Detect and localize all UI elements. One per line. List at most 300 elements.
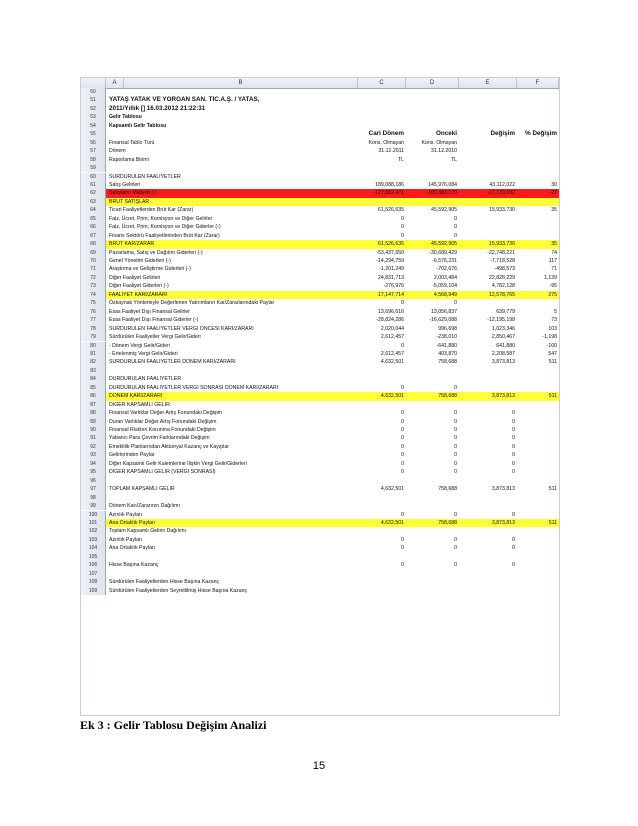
cell-f (517, 88, 559, 96)
cell-f (517, 544, 559, 552)
sheet-row (81, 502, 559, 510)
cell-e (459, 164, 517, 172)
cell-b: Özkaynak Yöntemiyle Değerlenen Yatırımların Kar/Zararlarındaki Paylar (109, 300, 275, 307)
cell-e (459, 122, 517, 130)
cell-d: -6,576,231 (432, 258, 457, 264)
cell-f (517, 375, 559, 383)
cell-d: 403,870 (438, 350, 457, 357)
cell-d: 0 (454, 224, 457, 231)
cell-b: 2011/Yıllık [] 16.03.2012 21:22:31 (109, 104, 206, 112)
cell-b: Faiz, Ücret, Prim, Komisyon ve Diğer Giderler (-) (109, 224, 221, 231)
cell-d (406, 494, 459, 502)
cell-e: 0 (512, 536, 515, 543)
cell-f (517, 451, 559, 459)
cell-e (459, 113, 517, 121)
sheet-row (81, 316, 559, 324)
row-number: 76 (81, 308, 106, 316)
cell-e: 15,933,730 (489, 241, 515, 248)
sheet-row (81, 434, 559, 442)
cell-c (358, 164, 406, 172)
cell-d (406, 164, 459, 172)
row-number: 89 (81, 418, 106, 426)
cell-f (517, 536, 559, 544)
cell-f: 511 (548, 519, 557, 526)
sheet-row (81, 333, 559, 341)
row-number: 58 (81, 156, 106, 164)
sheet-row (81, 282, 559, 290)
cell-c: 24,831,713 (378, 274, 404, 281)
cell-f: 117 (548, 258, 557, 264)
cell-e: 2,850,467 (491, 334, 515, 341)
cell-c: 0 (401, 469, 404, 476)
cell-f (517, 578, 559, 586)
cell-d (406, 198, 459, 206)
cell-e: -7,718,528 (490, 258, 515, 264)
cell-c (358, 527, 406, 535)
cell-e: -27,179,292 (487, 190, 515, 197)
cell-c: 2,612,457 (380, 350, 404, 357)
cell-b: Ana Ortaklık Payları (109, 519, 156, 526)
cell-e: 0 (512, 410, 515, 417)
cell-f (517, 299, 559, 307)
cell-e: 0 (512, 545, 515, 552)
cell-f: -95 (549, 283, 557, 290)
cell-d (406, 527, 459, 535)
cell-b: SURDURULEN FAALIYETLER DONEM KARI/ZARARI (109, 359, 236, 366)
cell-e (459, 477, 517, 485)
cell-c: 4,632,501 (380, 359, 404, 366)
cell-f: 547 (548, 350, 557, 357)
cell-b: Finansal Varlıklar Değer Artış Fonundaki Değişim (109, 410, 222, 417)
cell-b: DIGER KAPSAMLI GELIR: (109, 401, 172, 408)
sheet-row (81, 215, 559, 223)
cell-c: 13,696,616 (378, 308, 404, 315)
sheet-row (81, 240, 559, 248)
row-number: 78 (81, 325, 106, 333)
row-number: 93 (81, 451, 106, 459)
cell-c: 0 (401, 452, 404, 459)
cell-b: BRUT KAR/ZARAR (109, 241, 155, 248)
sheet-row (81, 519, 559, 527)
cell-b: FAALIYET KARI/ZARARI (109, 291, 168, 298)
row-number: 56 (81, 139, 106, 147)
cell-b (106, 570, 358, 578)
cell-d: -16,629,088 (429, 317, 457, 324)
cell-d (406, 553, 459, 561)
cell-f (517, 553, 559, 561)
cell-b: Sürdürülen Faaliyetler Vergi Gelir/Gideri (109, 334, 201, 341)
cell-b: DURDURULAN FAALIYETLER (109, 376, 182, 383)
cell-b: Esas Faaliyet Dışı Finansal Gelirler (109, 308, 191, 315)
row-number: 55 (81, 130, 106, 138)
cell-b: Diğer Faaliyet Giderleri (-) (109, 283, 169, 290)
cell-f (517, 527, 559, 535)
cell-f (517, 156, 559, 164)
cell-c: 31.12.2011 (378, 148, 404, 155)
cell-b: Emeklilik Planlarından Aktüeryal Kazanç ve Kayıplar (109, 443, 229, 450)
sheet-row (81, 561, 559, 569)
cell-e: 2,208,587 (491, 350, 515, 357)
sheet-row (81, 426, 559, 434)
sheet-row (81, 130, 559, 138)
cell-c (358, 494, 406, 502)
cell-d: 31.12.2010 (431, 148, 457, 155)
cell-c: 0 (401, 511, 404, 518)
cell-c (358, 477, 406, 485)
row-number: 90 (81, 426, 106, 434)
cell-d: Kons. Olmayan (421, 139, 457, 146)
cell-e: 0 (512, 469, 515, 476)
row-number: 88 (81, 409, 106, 417)
cell-e: 0 (512, 427, 515, 433)
cell-e: 0 (512, 435, 515, 442)
row-number: 99 (81, 502, 106, 510)
cell-b: Raporlama Birimi (109, 156, 149, 163)
row-number: 100 (81, 511, 106, 519)
sheet-row (81, 257, 559, 265)
spreadsheet-screenshot (80, 77, 560, 716)
cell-f (517, 587, 559, 595)
row-number: 91 (81, 434, 106, 442)
cell-c: 0 (401, 427, 404, 433)
cell-e (459, 527, 517, 535)
cell-c: -53,437,650 (376, 249, 404, 256)
cell-b: DURDURULAN FAALIYETLER VERGI SONRASI DONEM KARI/ZARARI (109, 384, 279, 391)
row-number: 69 (81, 249, 106, 257)
row-number: 104 (81, 544, 106, 552)
sheet-row (81, 299, 559, 307)
cell-c: -127,562,471 (373, 190, 404, 197)
cell-f (517, 468, 559, 476)
cell-b: Kapsamlı Gelir Tablosu (109, 122, 167, 129)
cell-e (459, 88, 517, 96)
cell-e: 3,873,813 (491, 359, 515, 366)
cell-c: 4,632,501 (380, 486, 404, 493)
cell-c (358, 553, 406, 561)
cell-c (358, 113, 406, 121)
cell-b: Azınlık Payları (109, 511, 143, 518)
row-number: 64 (81, 206, 106, 214)
cell-d: 2,003,484 (433, 274, 457, 281)
row-number: 107 (81, 570, 106, 578)
cell-d (406, 88, 459, 96)
sheet-row (81, 350, 559, 358)
cell-d: 145,976,084 (428, 181, 457, 188)
row-number: 98 (81, 494, 106, 502)
cell-e (459, 494, 517, 502)
cell-e (459, 553, 517, 561)
sheet-row (81, 223, 559, 231)
cell-b: YATAŞ YATAK VE YORGAN SAN. TİC.A.Ş. / YATAS, (109, 96, 260, 104)
cell-e: -498,573 (494, 266, 515, 273)
cell-b: Dönem Karı/Zararının Dağılımı (109, 503, 180, 510)
cell-b: Sürdürülen Faaliyetlerden Seyreltilmiş Hisse Başına Kazanç (109, 587, 248, 594)
cell-f (517, 367, 559, 375)
cell-d (406, 367, 459, 375)
cell-d (406, 105, 459, 113)
cell-d: 0 (454, 469, 457, 476)
cell-c: -276,976 (383, 283, 404, 290)
cell-f (517, 147, 559, 155)
cell-e: Değişim (490, 130, 515, 138)
row-number: 103 (81, 536, 106, 544)
sheet-row (81, 96, 559, 104)
cell-b: TOPLAM KAPSAMLI GELIR (109, 486, 175, 493)
row-number: 109 (81, 587, 106, 595)
cell-b (106, 164, 358, 172)
cell-e (459, 367, 517, 375)
sheet-row (81, 401, 559, 409)
cell-f (517, 418, 559, 426)
cell-b: Diğer Faaliyet Gelirleri (109, 274, 161, 281)
row-number: 53 (81, 113, 106, 121)
row-number: 72 (81, 274, 106, 282)
cell-e: 43,112,022 (489, 181, 515, 188)
cell-c (358, 375, 406, 383)
sheet-row (81, 181, 559, 189)
cell-b: Dönem (109, 148, 126, 155)
cell-e: 0 (512, 460, 515, 467)
cell-d: 0 (454, 435, 457, 442)
column-header: B (124, 78, 358, 88)
cell-d: 0 (454, 545, 457, 552)
cell-b: Satışların Maliyeti (-) (109, 190, 157, 197)
cell-d: 4,568,949 (433, 291, 457, 298)
sheet-row (81, 494, 559, 502)
cell-b: Faiz, Ücret, Prim, Komisyon ve Diğer Gelirler (109, 215, 213, 222)
cell-c: 0 (401, 418, 404, 425)
sheet-row (81, 367, 559, 375)
cell-e (459, 139, 517, 147)
cell-f: 74 (551, 249, 557, 256)
sheet-row (81, 291, 559, 299)
cell-b: DONEM KARI/ZARARI (109, 393, 163, 400)
cell-c (358, 96, 406, 104)
cell-e: 22,828,229 (489, 274, 515, 281)
row-number: 77 (81, 316, 106, 324)
sheet-row (81, 105, 559, 113)
cell-c: Cari Dönem (368, 130, 404, 138)
cell-b: Azınlık Payları (109, 536, 143, 543)
cell-d: 45,592,905 (431, 207, 457, 214)
cell-c (358, 570, 406, 578)
cell-f (517, 215, 559, 223)
cell-c (358, 122, 406, 130)
row-number: 57 (81, 147, 106, 155)
sheet-row (81, 88, 559, 96)
cell-b: Esas Faaliyet Dışı Finansal Giderler (-) (109, 317, 199, 324)
cell-e (459, 232, 517, 240)
cell-f (517, 122, 559, 130)
cell-e (459, 401, 517, 409)
row-number: 87 (81, 401, 106, 409)
cell-d: 0 (454, 562, 457, 569)
row-number: 50 (81, 88, 106, 96)
sheet-row (81, 122, 559, 130)
sheet-row (81, 511, 559, 519)
cell-f: 71 (551, 266, 557, 273)
sheet-row (81, 265, 559, 273)
cell-c: 189,088,186 (375, 181, 404, 188)
row-number: 74 (81, 291, 106, 299)
cell-b: Toplam Kapsamlı Gelirin Dağılımı (109, 528, 186, 535)
sheet-row (81, 392, 559, 400)
cell-e (459, 96, 517, 104)
sheet-row (81, 468, 559, 476)
column-header: C (358, 78, 406, 88)
cell-d: 0 (454, 427, 457, 433)
cell-d: 0 (454, 232, 457, 239)
cell-f (517, 232, 559, 240)
cell-d: 0 (454, 418, 457, 425)
cell-d: 0 (454, 536, 457, 543)
cell-b: Finans Sektörü Faaliyetlerinden Brüt Kar (Zarar) (109, 232, 220, 239)
sheet-row (81, 587, 559, 595)
cell-f: 1,139 (544, 274, 557, 281)
cell-d: Önceki (436, 130, 457, 138)
cell-c: 4,632,501 (380, 393, 404, 400)
cell-e: 0 (512, 511, 515, 518)
cell-f: 35 (551, 241, 557, 248)
cell-f: 103 (548, 325, 557, 332)
cell-d: 0 (454, 410, 457, 417)
row-number: 97 (81, 485, 106, 493)
cell-d: 0 (454, 460, 457, 467)
cell-e: 0 (512, 418, 515, 425)
cell-f: 5 (554, 308, 557, 315)
cell-f (517, 105, 559, 113)
cell-d (406, 477, 459, 485)
row-number: 92 (81, 443, 106, 451)
row-number: 51 (81, 96, 106, 104)
row-number: 102 (81, 527, 106, 535)
cell-d: 758,688 (438, 486, 457, 493)
cell-f: -1,198 (542, 334, 557, 341)
cell-d: -702,676 (436, 266, 457, 273)
cell-d: -100,383,179 (426, 190, 457, 197)
cell-c: 0 (401, 224, 404, 231)
row-number: 71 (81, 265, 106, 273)
cell-b (106, 553, 358, 561)
cell-c: 0 (401, 410, 404, 417)
row-number: 52 (81, 105, 106, 113)
cell-b: Pazarlama, Satış ve Dağıtım Giderleri (-) (109, 249, 203, 256)
column-header: D (406, 78, 459, 88)
cell-c: 61,526,635 (378, 207, 404, 214)
cell-c: 0 (401, 545, 404, 552)
cell-d: 45,592,905 (431, 241, 457, 248)
cell-e: 1,023,346 (491, 325, 515, 332)
sheet-row (81, 460, 559, 468)
cell-e (459, 173, 517, 181)
row-number: 101 (81, 519, 106, 527)
cell-f (517, 494, 559, 502)
cell-c: 0 (401, 435, 404, 442)
sheet-row (81, 198, 559, 206)
cell-b (106, 88, 358, 96)
cell-e (459, 156, 517, 164)
cell-d: 758,688 (438, 393, 457, 400)
cell-f: 511 (548, 393, 557, 400)
cell-d: 0 (454, 384, 457, 391)
sheet-row (81, 232, 559, 240)
cell-c (358, 502, 406, 510)
sheet-row (81, 536, 559, 544)
cell-c (358, 105, 406, 113)
sheet-row (81, 384, 559, 392)
cell-d (406, 401, 459, 409)
cell-e: 639,779 (496, 308, 515, 315)
cell-e: 4,782,128 (491, 283, 515, 290)
cell-f (517, 502, 559, 510)
row-number: 65 (81, 215, 106, 223)
cell-b: DIGER KAPSAMLI GELIR (VERGI SONRASI) (109, 469, 216, 476)
cell-d: -238,010 (436, 334, 457, 341)
cell-b: Genel Yönetim Giderleri (-) (109, 258, 171, 264)
cell-f (517, 434, 559, 442)
cell-e (459, 198, 517, 206)
cell-d (406, 578, 459, 586)
cell-f: 511 (548, 359, 557, 366)
cell-f (517, 511, 559, 519)
cell-f: 30 (551, 181, 557, 188)
sheet-row (81, 274, 559, 282)
cell-c (358, 578, 406, 586)
cell-b: Finansal Tablo Türü (109, 139, 155, 146)
column-header: E (459, 78, 517, 88)
cell-c: 2,612,457 (380, 334, 404, 341)
row-number: 108 (81, 578, 106, 586)
cell-d (406, 173, 459, 181)
cell-c (358, 367, 406, 375)
sheet-row (81, 325, 559, 333)
sheet-row (81, 477, 559, 485)
cell-e (459, 105, 517, 113)
row-number: 81 (81, 350, 106, 358)
cell-c: 0 (401, 562, 404, 569)
cell-d (406, 113, 459, 121)
cell-c: 0 (401, 460, 404, 467)
cell-d (406, 375, 459, 383)
cell-e: 3,873,813 (491, 519, 515, 526)
cell-e (459, 502, 517, 510)
row-number: 61 (81, 181, 106, 189)
cell-e: -22,748,221 (487, 249, 515, 256)
sheet-row (81, 485, 559, 493)
cell-e: 15,933,730 (489, 207, 515, 214)
cell-c: 0 (401, 384, 404, 391)
cell-d: 0 (454, 452, 457, 459)
cell-c: 61,526,635 (378, 241, 404, 248)
cell-f (517, 173, 559, 181)
cell-b: Ticari Faaliyetlerden Brüt Kar (Zarar) (109, 207, 194, 214)
row-number: 105 (81, 553, 106, 561)
sheet-row (81, 156, 559, 164)
row-number: 106 (81, 561, 106, 569)
cell-f: -27 (549, 190, 557, 197)
cell-e: 641,880 (496, 342, 515, 349)
sheet-row (81, 409, 559, 417)
cell-c: -14,294,759 (376, 258, 404, 264)
cell-e (459, 375, 517, 383)
cell-d: 0 (454, 300, 457, 307)
row-number: 85 (81, 384, 106, 392)
cell-c: 0 (401, 443, 404, 450)
sheet-row (81, 164, 559, 172)
cell-b: Hisse Başına Kazanç (109, 562, 159, 569)
cell-f: 35 (551, 207, 557, 214)
sheet-row (81, 443, 559, 451)
